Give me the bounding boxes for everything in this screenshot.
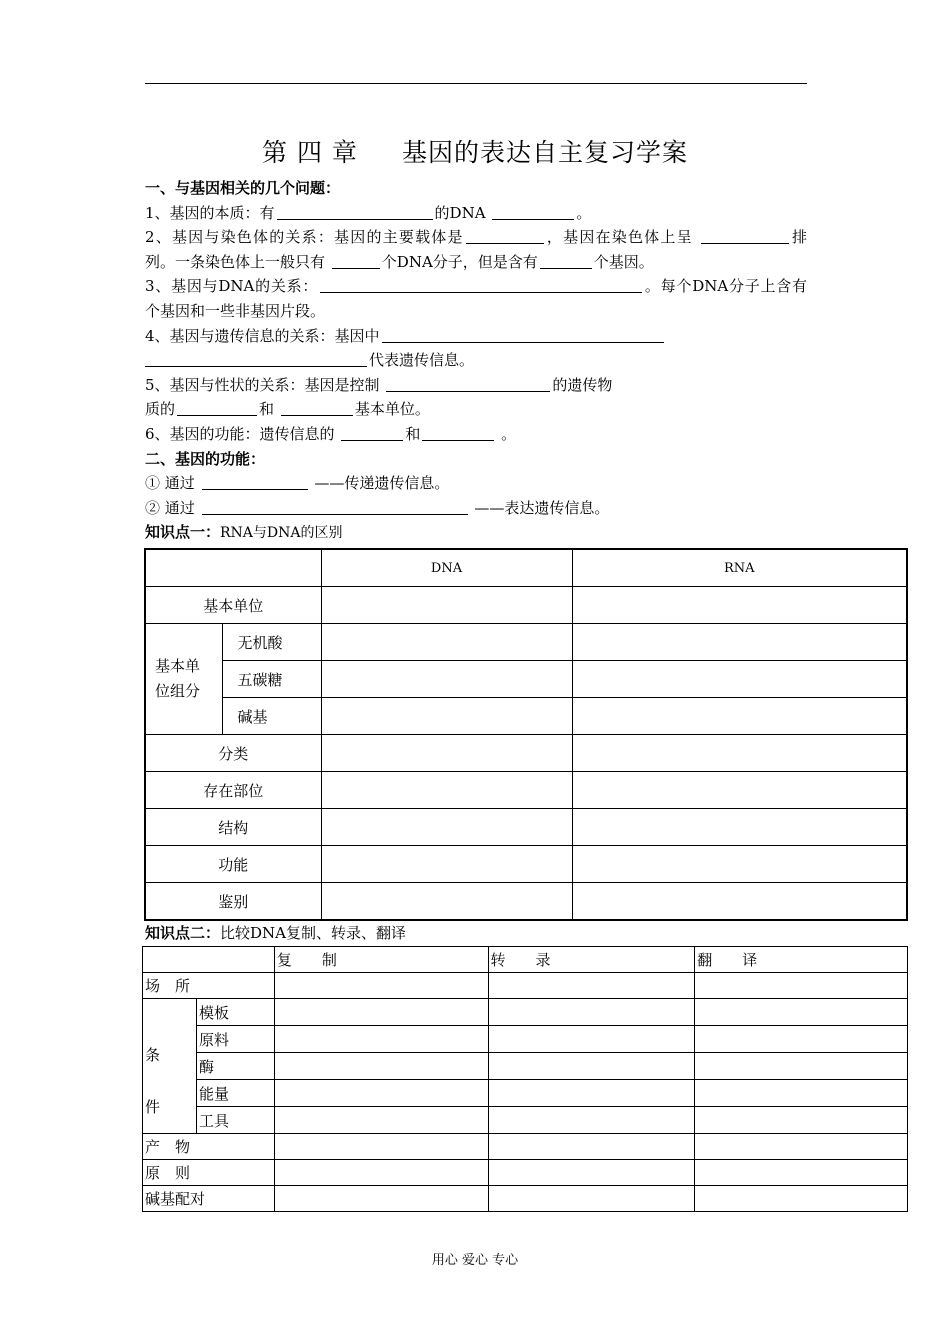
- page-footer: 用心 爱心 专心: [431, 1253, 519, 1268]
- table-header-row: [143, 947, 908, 973]
- answer-cell[interactable]: [572, 846, 907, 883]
- answer-cell[interactable]: [488, 1080, 695, 1107]
- function-1: ① 通过 ——传递遗传信息。: [145, 474, 450, 493]
- answer-blank[interactable]: [492, 204, 574, 220]
- column-replication: 复 制: [274, 947, 488, 973]
- function-2: ② 通过 ——表达遗传信息。: [145, 498, 610, 517]
- table-row: 碱基配对: [143, 1186, 908, 1212]
- answer-cell[interactable]: [695, 1026, 908, 1053]
- answer-cell[interactable]: [488, 1134, 695, 1160]
- question-5-line-1: 5、基因与性状的关系：基因是控制 的遗传物: [145, 375, 613, 394]
- question-2-line-1: 2、基因与染色体的关系：基因的主要载体是 ，基因在染色体上呈 排: [145, 228, 807, 247]
- table-row: 五碳糖: [145, 661, 907, 698]
- answer-cell[interactable]: [274, 1107, 488, 1134]
- answer-cell[interactable]: [695, 1186, 908, 1212]
- answer-cell[interactable]: [274, 1026, 488, 1053]
- table-row: 酶: [143, 1053, 908, 1080]
- answer-blank[interactable]: [320, 277, 642, 293]
- answer-cell[interactable]: [572, 698, 907, 735]
- answer-blank[interactable]: [277, 204, 433, 220]
- column-translation: 翻 译: [695, 947, 908, 973]
- answer-blank[interactable]: [341, 425, 403, 441]
- answer-cell[interactable]: [572, 587, 907, 624]
- answer-cell[interactable]: [488, 1026, 695, 1053]
- knowledge-point-2: 知识点二：比较DNA复制、转录、翻译: [145, 924, 407, 942]
- table-row: 分类: [145, 735, 907, 772]
- answer-cell[interactable]: [321, 587, 572, 624]
- answer-cell[interactable]: [274, 973, 488, 999]
- answer-blank[interactable]: [422, 425, 494, 441]
- answer-cell[interactable]: [488, 1186, 695, 1212]
- question-3-line-2: 个基因和一些非基因片段。: [145, 301, 326, 320]
- answer-cell[interactable]: [572, 772, 907, 809]
- answer-cell[interactable]: [572, 883, 907, 921]
- column-dna: DNA: [321, 549, 572, 587]
- rna-dna-comparison-table: [144, 548, 908, 921]
- header-rule: [145, 83, 807, 84]
- title-chapter: 第 四 章: [262, 138, 358, 167]
- table-row: 鉴别: [145, 883, 907, 921]
- answer-blank[interactable]: [382, 327, 664, 343]
- answer-cell[interactable]: [695, 1107, 908, 1134]
- table-row: 存在部位: [145, 772, 907, 809]
- answer-cell[interactable]: [572, 735, 907, 772]
- answer-blank[interactable]: [202, 499, 468, 515]
- answer-cell[interactable]: [572, 809, 907, 846]
- question-4-line-1: 4、基因与遗传信息的关系：基因中: [145, 324, 807, 349]
- table-row: 结构: [145, 809, 907, 846]
- question-2-line-2: 列。一条染色体上一般只有 个DNA分子，但是含有 个基因。: [145, 252, 654, 271]
- table-row: 产 物: [143, 1134, 908, 1160]
- answer-blank[interactable]: [145, 351, 367, 367]
- answer-cell[interactable]: [321, 735, 572, 772]
- answer-cell[interactable]: [274, 1160, 488, 1186]
- answer-cell[interactable]: [695, 1053, 908, 1080]
- answer-cell[interactable]: [321, 661, 572, 698]
- table-row: 工具: [143, 1107, 908, 1134]
- answer-cell[interactable]: [321, 624, 572, 661]
- section1-heading: 一、与基因相关的几个问题：: [145, 179, 341, 197]
- question-5-line-2: 质的 和 基本单位。: [145, 400, 430, 419]
- table-row: 原料: [143, 1026, 908, 1053]
- table-row: 原 则: [143, 1160, 908, 1186]
- title-main: 基因的表达自主复习学案: [401, 138, 688, 167]
- answer-blank[interactable]: [281, 400, 353, 416]
- answer-cell[interactable]: [274, 1053, 488, 1080]
- answer-cell[interactable]: [695, 1080, 908, 1107]
- answer-cell[interactable]: [488, 973, 695, 999]
- table-row: 基本单位: [145, 587, 907, 624]
- answer-cell[interactable]: [274, 1134, 488, 1160]
- column-rna: RNA: [572, 549, 907, 587]
- table-row: 条 件 模板: [143, 999, 908, 1026]
- column-transcription: 转 录: [488, 947, 695, 973]
- table-header-row: [145, 549, 907, 587]
- question-1: 1、基因的本质：有 的DNA 。: [145, 203, 592, 222]
- answer-cell[interactable]: [274, 1186, 488, 1212]
- answer-blank[interactable]: [386, 376, 550, 392]
- answer-cell[interactable]: [321, 698, 572, 735]
- composition-label: 基本单 位组分: [145, 624, 222, 735]
- section2-heading: 二、基因的功能：: [145, 449, 266, 468]
- answer-cell[interactable]: [488, 1107, 695, 1134]
- table-row: 能量: [143, 1080, 908, 1107]
- answer-cell[interactable]: [321, 846, 572, 883]
- answer-cell[interactable]: [695, 1134, 908, 1160]
- answer-cell[interactable]: [321, 883, 572, 921]
- answer-cell[interactable]: [572, 624, 907, 661]
- question-3-line-1: 3、基因与DNA的关系： 。每个DNA分子上含有: [145, 277, 807, 296]
- table-row: 场 所: [143, 973, 908, 999]
- answer-blank[interactable]: [701, 228, 789, 244]
- conditions-label: 条 件: [143, 999, 197, 1134]
- answer-cell[interactable]: [274, 1080, 488, 1107]
- worksheet-body: [145, 176, 807, 545]
- table-row: 基本单 位组分 无机酸: [145, 624, 907, 661]
- answer-cell[interactable]: [695, 999, 908, 1026]
- answer-cell[interactable]: [488, 999, 695, 1026]
- question-6: 6、基因的功能：遗传信息的 和 。: [145, 424, 517, 443]
- answer-cell[interactable]: [274, 999, 488, 1026]
- answer-cell[interactable]: [488, 1053, 695, 1080]
- replication-transcription-translation-table: [142, 946, 908, 1212]
- answer-blank[interactable]: [177, 400, 257, 416]
- answer-cell[interactable]: [321, 809, 572, 846]
- answer-blank[interactable]: [202, 474, 308, 490]
- knowledge-point-1: 知识点一：RNA与DNA的区别: [145, 523, 343, 542]
- answer-cell[interactable]: [695, 973, 908, 999]
- question-4-line-2: 代表遗传信息。: [145, 348, 807, 373]
- page-title: [0, 133, 950, 169]
- answer-blank[interactable]: [466, 228, 544, 244]
- answer-cell[interactable]: [695, 1160, 908, 1186]
- answer-blank[interactable]: [332, 253, 380, 269]
- answer-cell[interactable]: [488, 1160, 695, 1186]
- table-row: 碱基: [145, 698, 907, 735]
- answer-cell[interactable]: [321, 772, 572, 809]
- table-row: 功能: [145, 846, 907, 883]
- answer-cell[interactable]: [572, 661, 907, 698]
- answer-blank[interactable]: [540, 253, 592, 269]
